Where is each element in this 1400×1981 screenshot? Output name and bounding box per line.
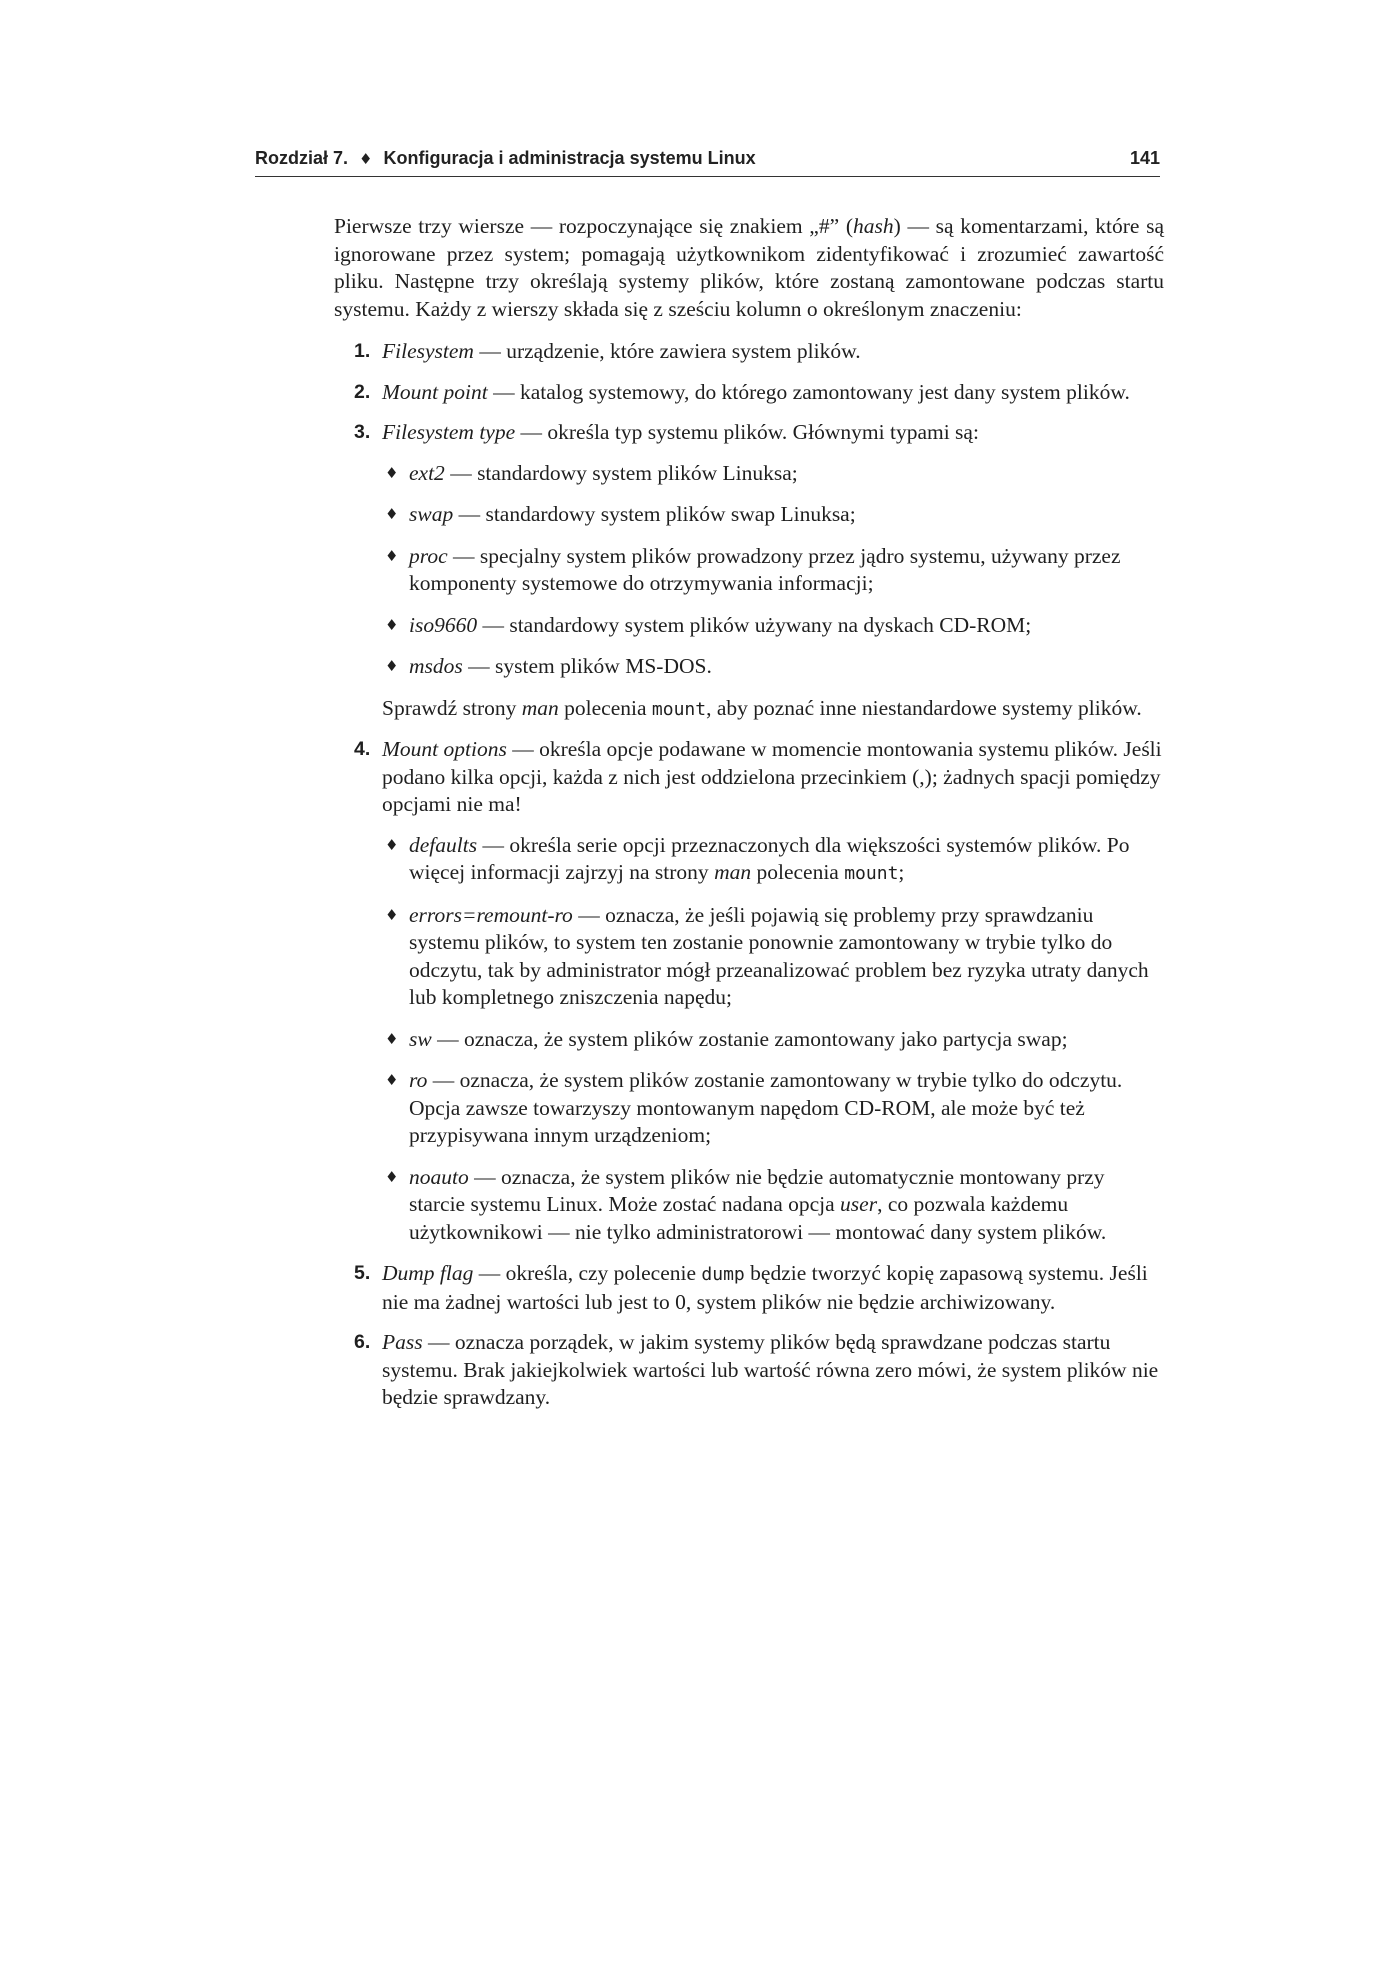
text-run: — oznacza, że system plików nie będzie automatycznie montowany przy starcie systemu Linux. Może zostać nadana opcja — [409, 1164, 1105, 1216]
bullet-text — [409, 543, 1164, 598]
text-run: — katalog systemowy, do którego zamontowany jest dany system plików. — [487, 379, 1130, 404]
bullet-text — [409, 832, 1164, 888]
bullet-text — [409, 653, 1164, 681]
italic-term: noauto — [409, 1164, 469, 1189]
page-number: 141 — [1129, 148, 1160, 168]
text-run: , aby poznać inne niestandardowe systemy plików. — [706, 695, 1142, 720]
bullet-list — [382, 832, 1164, 1247]
italic-term: Pass — [382, 1330, 423, 1354]
italic-term: swap — [409, 502, 454, 526]
list-item-text — [382, 736, 1164, 819]
bullet-item — [382, 902, 1164, 1012]
bullet-item — [382, 501, 1164, 529]
italic-term: hash — [852, 214, 894, 238]
diamond-bullet-icon: ♦ — [385, 657, 399, 675]
text-run: — określa serie opcji przeznaczonych dla większości systemów plików. Po więcej informacji zajrzyj na strony — [409, 832, 1130, 884]
diamond-bullet-icon: ♦ — [385, 1071, 399, 1089]
text-run: — oznacza porządek, w jakim systemy plików będą sprawdzane podczas startu systemu. Brak jakiejkolwiek wartości lub wartość równa zero mówi, że system plików nie będzie sprawdzany. — [382, 1330, 1159, 1409]
italic-term: Mount options — [382, 737, 507, 761]
bullet-item — [382, 832, 1164, 888]
list-item-number: 3. — [354, 421, 371, 443]
list-item-text — [382, 419, 1164, 447]
text-run: Sprawdź strony — [382, 695, 522, 720]
list-item-text — [382, 1329, 1164, 1412]
list-item-text — [382, 379, 1164, 407]
bullet-text — [409, 902, 1164, 1012]
text-run: — określa typ systemu plików. Głównymi typami są: — [515, 420, 979, 444]
diamond-bullet-icon: ♦ — [385, 1167, 399, 1186]
bullet-item — [382, 1026, 1164, 1054]
italic-term: ro — [409, 1068, 428, 1092]
list-item-number: 6. — [354, 1331, 371, 1353]
bullet-item — [382, 653, 1164, 681]
diamond-bullet-icon: ♦ — [385, 905, 399, 924]
command-name: dump — [701, 1264, 745, 1285]
bullet-text — [409, 1164, 1164, 1247]
italic-term: defaults — [409, 832, 478, 857]
text-run: — określa, czy polecenie — [473, 1261, 702, 1285]
command-name: mount — [651, 698, 707, 720]
text-run: — standardowy system plików Linuksa; — [444, 460, 798, 485]
bullet-text — [409, 460, 1164, 488]
text-run: ; — [898, 860, 905, 884]
italic-term: msdos — [409, 654, 463, 678]
list-item — [334, 419, 1164, 723]
list-item — [334, 338, 1164, 366]
italic-term: Dump flag — [382, 1261, 474, 1285]
bullet-text — [409, 612, 1164, 640]
diamond-bullet-icon: ♦ — [385, 505, 399, 523]
list-item — [334, 736, 1164, 1246]
diamond-bullet-icon: ♦ — [385, 546, 399, 565]
bullet-text — [409, 1026, 1164, 1054]
running-head — [255, 148, 1160, 169]
italic-term: iso9660 — [409, 612, 478, 637]
text-run: będzie tworzyć kopię zapasową systemu. Jeśli nie ma żadnej wartości lub jest to 0, system plików nie będzie archiwizowany. — [382, 1261, 1148, 1314]
intro-paragraph — [334, 213, 1164, 323]
text-run: polecenia — [751, 860, 845, 884]
list-item — [334, 1260, 1164, 1316]
list-item-number: 2. — [354, 380, 371, 403]
text-run: — system plików MS-DOS. — [462, 654, 712, 678]
diamond-bullet-icon: ♦ — [385, 615, 399, 634]
italic-term: user — [840, 1192, 878, 1216]
italic-term: ext2 — [409, 460, 445, 485]
bullet-text — [409, 501, 1164, 529]
page-body — [334, 213, 1164, 1425]
header-rule — [255, 176, 1160, 177]
column-list — [334, 338, 1164, 1412]
chapter-label: Rozdział 7. — [255, 148, 349, 168]
italic-term: proc — [409, 543, 448, 568]
list-item-number: 1. — [354, 340, 371, 362]
list-item — [334, 1329, 1164, 1412]
text-run: ) — są komentarzami, które są ignorowane przez system; pomagają użytkownikom zidentyfikować i zrozumieć zawartość pliku. Następne trzy określają systemy plików, które zostaną zamontowane podczas startu systemu. Każdy z wierszy składa się z sześciu kolumn o określonym znaczeniu: — [334, 214, 1164, 321]
italic-term: errors=remount-ro — [409, 902, 573, 927]
text-run: — oznacza, że jeśli pojawią się problemy przy sprawdzaniu systemu plików, to system ten zostanie ponownie zamontowany w trybie tylko do odczytu, tak by administrator mógł przeanalizować problem bez ryzyka utraty danych lub kompletnego zniszczenia napędu; — [409, 902, 1149, 1009]
list-item — [334, 379, 1164, 407]
italic-term: Mount point — [382, 379, 488, 404]
bullet-item — [382, 543, 1164, 598]
text-run: Pierwsze trzy wiersze — rozpoczynające się znakiem „#” ( — [334, 214, 853, 238]
bullet-item — [382, 1164, 1164, 1247]
text-run: — oznacza, że system plików zostanie zamontowany jako partycja swap; — [431, 1026, 1068, 1051]
item-note — [382, 695, 1164, 724]
running-head-title — [255, 148, 756, 169]
italic-term: man — [521, 695, 559, 720]
bullet-item — [382, 460, 1164, 488]
list-item-number: 5. — [354, 1262, 371, 1284]
bullet-item — [382, 1067, 1164, 1150]
diamond-separator-icon: ♦ — [359, 150, 373, 168]
list-item-number: 4. — [354, 738, 371, 760]
chapter-title: Konfiguracja i administracja systemu Linux — [383, 148, 756, 168]
text-run: polecenia — [558, 695, 652, 720]
list-item-text — [382, 338, 1164, 366]
bullet-text — [409, 1067, 1164, 1150]
text-run: — specjalny system plików prowadzony przez jądro systemu, używany przez komponenty systemowe do otrzymywania informacji; — [409, 543, 1121, 595]
list-item-text — [382, 1260, 1164, 1316]
text-run: — urządzenie, które zawiera system plików. — [473, 339, 861, 363]
bullet-item — [382, 612, 1164, 640]
text-run: — oznacza, że system plików zostanie zamontowany w trybie tylko do odczytu. Opcja zawsze towarzyszy montowanym napędom CD-ROM, ale może być też przypisywana innym urządzeniom; — [409, 1068, 1123, 1147]
diamond-bullet-icon: ♦ — [385, 1029, 399, 1048]
bullet-list — [382, 460, 1164, 681]
italic-term: Filesystem type — [382, 420, 516, 444]
text-run: , co pozwala każdemu użytkownikowi — nie tylko administratorowi — montować dany system plików. — [409, 1192, 1107, 1244]
text-run: — standardowy system plików swap Linuksa; — [453, 502, 856, 526]
diamond-bullet-icon: ♦ — [385, 835, 399, 854]
command-name: mount — [844, 863, 899, 884]
text-run: — określa opcje podawane w momencie montowania systemu plików. Jeśli podano kilka opcji, każda z nich jest oddzielona przecinkiem (,); żadnych spacji pomiędzy opcjami nie ma! — [382, 737, 1162, 816]
diamond-bullet-icon: ♦ — [385, 463, 399, 482]
italic-term: man — [714, 860, 752, 884]
text-run: — standardowy system plików używany na dyskach CD-ROM; — [477, 612, 1032, 637]
italic-term: sw — [409, 1026, 432, 1051]
italic-term: Filesystem — [382, 339, 474, 363]
